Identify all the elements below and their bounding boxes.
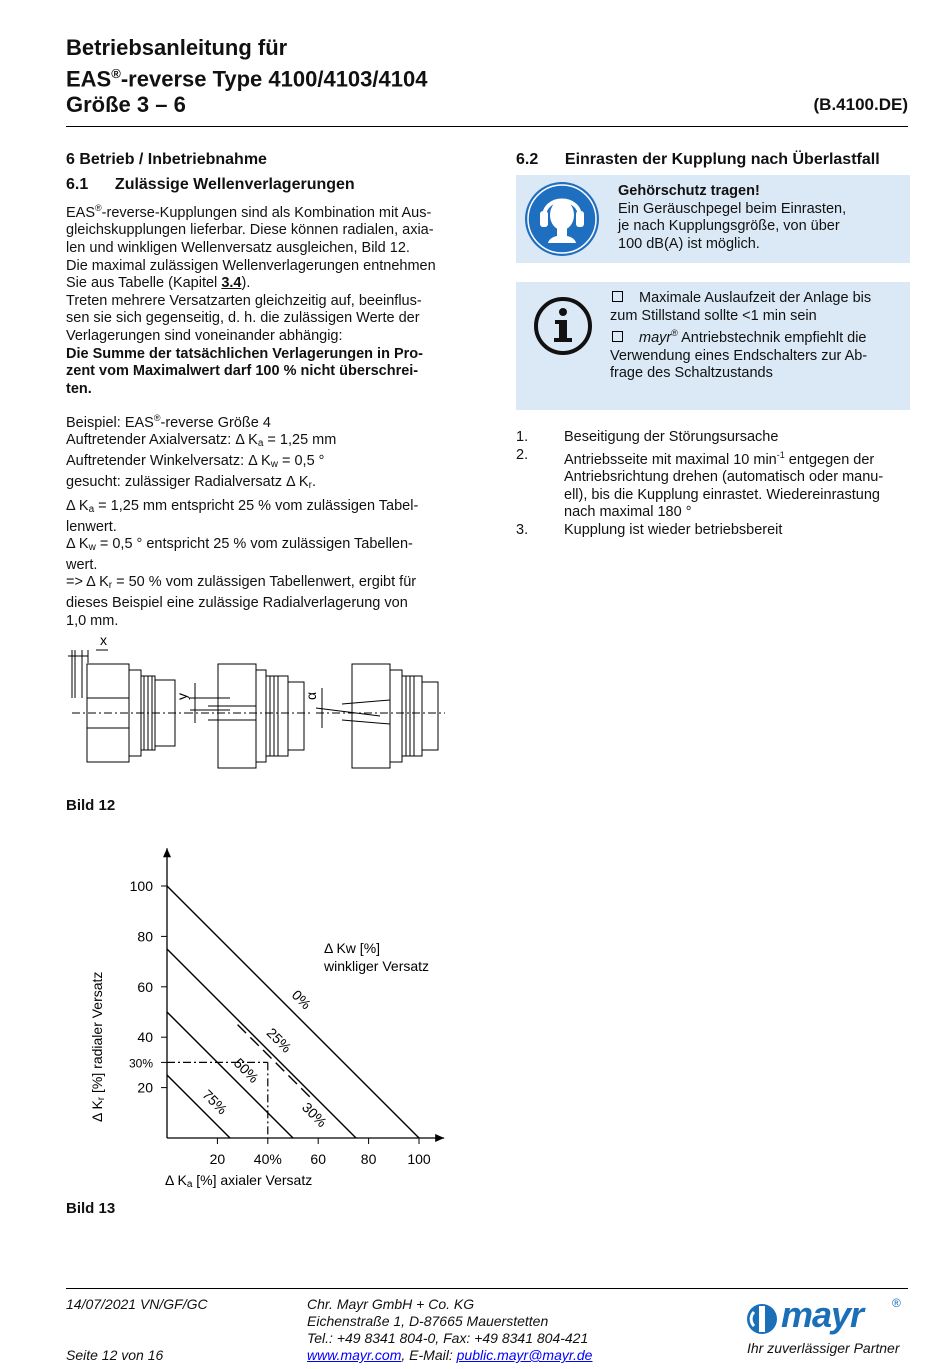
chapter-link[interactable]: 3.4 — [221, 275, 242, 292]
hearing-protection-icon — [524, 181, 600, 257]
y-tick-label: 20 — [137, 1079, 153, 1096]
series-label: 25% — [263, 1024, 295, 1056]
section-6-1-text: EAS®-reverse-Kupplungen sind als Kombination mit Aus- gleichskupplungen lieferbar. Diese können radialen, axia- len und winkligen Wellenversatz ausgleichen, Bild 12. Die maximal zulässigen Wellenverlagerungen entnehmen Sie aus Tabelle (Kapitel 3.4). Treten mehrere Versatzarten gleichzeitig auf, beeinflus- sen sie sich gegenseitig, d. h. die zulässigen Werte der Verlagerungen sind voneinander abhängig: Die Summe der tatsächlichen Verlagerungen in Pro- zent vom Maximalwert darf 100 % nicht überschrei- ten. — [66, 203, 436, 397]
mayr-logo-text: mayr — [781, 1294, 864, 1335]
document-title: Betriebsanleitung für EAS®-reverse Type 4100/4103/4104 Größe 3 – 6 — [66, 35, 428, 118]
footer-date: 14/07/2021 VN/GF/GC — [66, 1296, 208, 1312]
series-label: 75% — [199, 1086, 231, 1118]
email-link[interactable]: public.mayr@mayr.de — [456, 1347, 593, 1363]
fig12-label-y: y — [174, 693, 190, 700]
y-tick-label: 60 — [137, 978, 153, 995]
checkbox-icon — [612, 331, 623, 342]
fig12-label-x: x — [100, 632, 107, 648]
x-tick-label: 80 — [360, 1151, 377, 1167]
section-6-heading: 6 Betrieb / Inbetriebnahme — [66, 151, 267, 168]
x-tick-label: 100 — [407, 1151, 431, 1167]
series-label: 50% — [230, 1054, 262, 1086]
x-tick-label: 40% — [253, 1151, 282, 1167]
y-tick-label: 30% — [128, 1056, 153, 1071]
info-notice: Maximale Auslaufzeit der Anlage bis zum Stillstand sollte <1 min sein mayr® Antriebstechnik empfiehlt die Verwendung eines Endschalters zur Ab- frage des Schaltzustands — [516, 282, 910, 410]
chart-legend-line2: winkliger Versatz — [324, 958, 430, 974]
radial-misalignment-drawing — [185, 664, 310, 768]
y-tick-label: 40 — [137, 1029, 153, 1046]
y-tick-label: 100 — [129, 878, 153, 894]
series-label: 0% — [288, 986, 315, 1013]
fig12-label-alpha: α — [303, 691, 319, 700]
x-axis-arrow — [435, 1134, 444, 1142]
step-3: 3. Kupplung ist wieder betriebsbereit — [516, 521, 783, 538]
chart-ticks — [129, 878, 431, 1167]
chart-x-axis-label: Δ Ka [%] axialer Versatz — [165, 1172, 313, 1190]
mayr-logo-icon — [745, 1302, 779, 1336]
chart-legend-line1: Δ Kw [%] — [324, 940, 381, 956]
info-icon — [532, 295, 594, 357]
document-code: (B.4100.DE) — [813, 95, 908, 114]
footer-divider — [66, 1288, 908, 1289]
footer-contact: Chr. Mayr GmbH + Co. KG Eichenstraße 1, D-87665 Mauerstetten Tel.: +49 8341 804-0, Fax: +49 8341 804-421 www.mayr.com, E-Mail: public.mayr@mayr.de — [307, 1296, 593, 1363]
dashed-line-label: 30% — [299, 1099, 331, 1131]
warning-title: Gehörschutz tragen! — [618, 183, 760, 199]
y-axis-arrow — [163, 848, 171, 857]
series-line — [167, 949, 356, 1138]
website-link[interactable]: www.mayr.com — [307, 1347, 402, 1363]
angular-misalignment-drawing — [316, 664, 445, 768]
x-tick-label: 20 — [209, 1151, 226, 1167]
hearing-protection-notice: Gehörschutz tragen! Ein Geräuschpegel beim Einrasten, je nach Kupplungsgröße, von über 100 dB(A) ist möglich. — [516, 175, 910, 263]
misalignment-chart — [80, 840, 480, 1200]
checkbox-icon — [612, 291, 623, 302]
axial-misalignment-drawing — [68, 650, 190, 762]
y-tick-label: 80 — [137, 928, 153, 945]
calculation-text: Δ $K_a = 1,25$ mm entspricht 25 % vom zulässigen Tabel- lenwert. Δ $K_w = 0,5$ ° entspricht 25 % vom zulässigen Tabellen- wert. => Δ $K_r = 50$ % vom zulässigen Tabellenwert, ergibt für dieses Beispiel eine zulässige Radialverlagerung von 1,0 mm. — [66, 498, 419, 629]
chart-series — [167, 886, 419, 1138]
footer-page-number: Seite 12 von 16 — [66, 1347, 164, 1363]
x-tick-label: 60 — [310, 1151, 326, 1167]
section-6-2-heading: 6.2 Einrasten der Kupplung nach Überlastfall — [516, 151, 880, 168]
example-text: Beispiel: EAS®-reverse Größe 4 Auftretender Axialversatz: Δ $K_a = 1,25$ mm Auftretender Winkelversatz: Δ $K_w = 0,5$ ° gesucht: zulässiger Radialversatz Δ $K_r$. — [66, 413, 337, 491]
step-2: 2. Antriebsseite mit maximal 10 $\min^{-1}$ entgegen der Antriebsrichtung drehen (automatisch oder manu- ell), bis die Kupplung einrastet. Wiedereinrastung nach maximal 180 ° — [516, 446, 884, 521]
section-6-1-heading: 6.1 Zulässige Wellenverlagerungen — [66, 176, 355, 193]
mayr-logo: mayr ® — [745, 1296, 915, 1336]
footer-slogan: Ihr zuverlässiger Partner — [747, 1340, 900, 1356]
header-divider — [66, 126, 908, 127]
chart-y-axis-label: Δ Kr [%] radialer Versatz — [89, 971, 107, 1122]
procedure-steps — [516, 429, 910, 539]
step-1: 1. Beseitigung der Störungsursache — [516, 429, 779, 445]
figure-12-caption: Bild 12 — [66, 797, 116, 814]
shaft-misalignment-figure — [60, 628, 450, 788]
figure-13-caption: Bild 13 — [66, 1200, 116, 1217]
